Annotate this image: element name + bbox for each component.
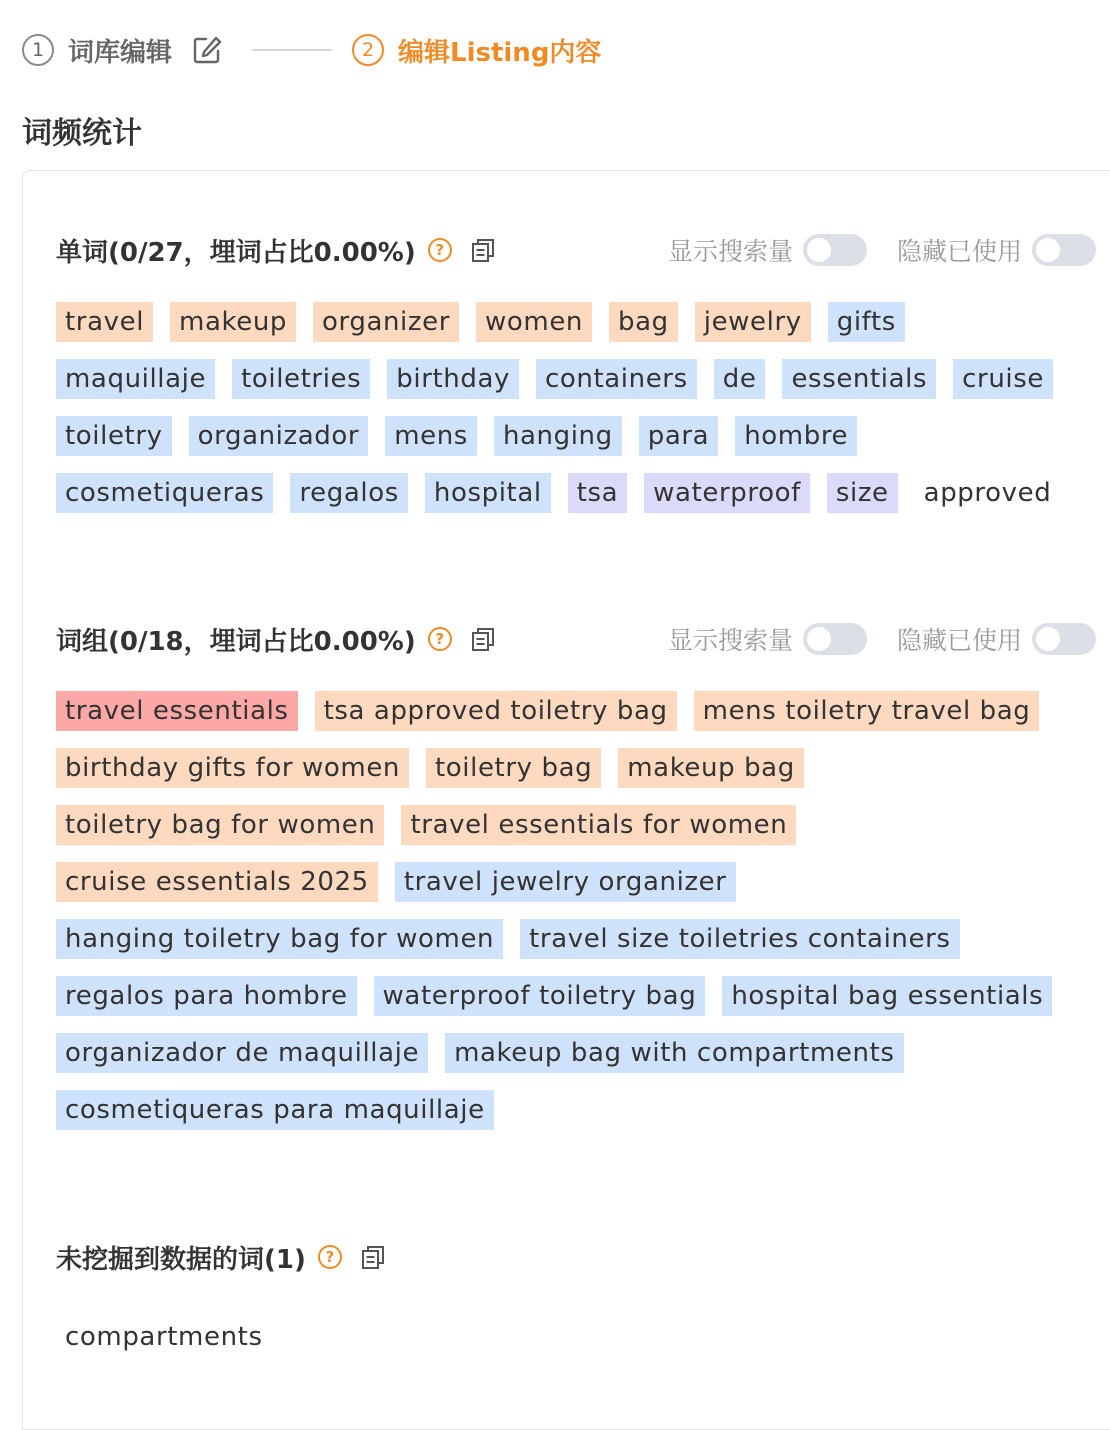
keyword-tag[interactable]: makeup bbox=[170, 302, 296, 342]
keyword-tag[interactable]: cruise bbox=[953, 359, 1053, 399]
keyword-tag[interactable]: approved bbox=[923, 478, 1052, 508]
keyword-tag[interactable]: makeup bag bbox=[618, 748, 804, 788]
phrases-section bbox=[56, 619, 1096, 1147]
show-search-volume-toggle[interactable] bbox=[803, 623, 867, 655]
keyword-tag[interactable]: cruise essentials 2025 bbox=[56, 862, 378, 902]
unmined-tag-list bbox=[56, 1317, 1096, 1374]
keyword-tag[interactable]: maquillaje bbox=[56, 359, 215, 399]
keyword-tag[interactable]: tsa bbox=[568, 473, 627, 513]
keyword-tag[interactable]: waterproof toiletry bag bbox=[374, 976, 706, 1016]
keyword-tag[interactable]: cosmetiqueras para maquillaje bbox=[56, 1090, 494, 1130]
step-connector bbox=[252, 49, 332, 51]
keyword-tag[interactable]: para bbox=[639, 416, 718, 456]
phrases-tag-list bbox=[56, 691, 1096, 1147]
unmined-section bbox=[56, 1237, 1096, 1374]
show-search-volume-label: 显示搜索量 bbox=[667, 237, 793, 266]
unmined-section-title: 未挖掘到数据的词(1) bbox=[56, 1244, 306, 1275]
edit-icon[interactable] bbox=[192, 34, 224, 66]
keyword-tag[interactable]: toiletry bag for women bbox=[56, 805, 384, 845]
hide-used-label: 隐藏已使用 bbox=[896, 237, 1022, 266]
step-2-label[interactable]: 编辑Listing内容 bbox=[398, 37, 602, 68]
keyword-tag[interactable]: gifts bbox=[828, 302, 905, 342]
keyword-tag[interactable]: birthday bbox=[387, 359, 519, 399]
show-search-volume-toggle[interactable] bbox=[803, 234, 867, 266]
help-icon[interactable]: ? bbox=[428, 238, 452, 262]
keyword-tag[interactable]: mens bbox=[385, 416, 477, 456]
keyword-tag[interactable]: hombre bbox=[735, 416, 857, 456]
keyword-tag[interactable]: cosmetiqueras bbox=[56, 473, 273, 513]
hide-used-toggle[interactable] bbox=[1032, 623, 1096, 655]
phrases-section-header bbox=[56, 619, 1096, 659]
keyword-tag[interactable]: toiletry bbox=[56, 416, 172, 456]
keyword-tag[interactable]: travel bbox=[56, 302, 153, 342]
unmined-section-header bbox=[56, 1237, 1096, 1277]
keyword-tag[interactable]: containers bbox=[536, 359, 697, 399]
keyword-tag[interactable]: travel essentials for women bbox=[401, 805, 796, 845]
words-section-title: 单词(0/27，埋词占比0.00%) bbox=[56, 237, 416, 268]
phrases-section-title: 词组(0/18，埋词占比0.00%) bbox=[56, 626, 416, 657]
keyword-tag[interactable]: regalos para hombre bbox=[56, 976, 357, 1016]
keyword-tag[interactable]: size bbox=[827, 473, 898, 513]
keyword-tag[interactable]: hospital bbox=[425, 473, 551, 513]
step-indicator bbox=[22, 30, 601, 70]
copy-icon[interactable] bbox=[470, 236, 498, 264]
phrases-toggles bbox=[668, 621, 1096, 657]
keyword-tag[interactable]: regalos bbox=[290, 473, 407, 513]
keyword-tag[interactable]: women bbox=[476, 302, 592, 342]
hide-used-toggle[interactable] bbox=[1032, 234, 1096, 266]
words-section bbox=[56, 230, 1096, 530]
copy-icon[interactable] bbox=[470, 625, 498, 653]
keyword-tag[interactable]: travel essentials bbox=[56, 691, 298, 731]
keyword-tag[interactable]: mens toiletry travel bag bbox=[694, 691, 1040, 731]
show-search-volume-toggle-group bbox=[668, 232, 867, 268]
keyword-tag[interactable]: essentials bbox=[782, 359, 936, 399]
keyword-tag[interactable]: travel jewelry organizer bbox=[395, 862, 736, 902]
keyword-tag[interactable]: organizador bbox=[189, 416, 369, 456]
hide-used-toggle-group bbox=[897, 232, 1096, 268]
keyword-tag[interactable]: hanging bbox=[494, 416, 622, 456]
keyword-tag[interactable]: bag bbox=[609, 302, 678, 342]
help-icon[interactable]: ? bbox=[318, 1245, 342, 1269]
keyword-tag[interactable]: hospital bag essentials bbox=[722, 976, 1052, 1016]
keyword-tag[interactable]: toiletries bbox=[232, 359, 370, 399]
keyword-tag[interactable]: de bbox=[714, 359, 766, 399]
keyword-tag[interactable]: birthday gifts for women bbox=[56, 748, 409, 788]
keyword-tag[interactable]: toiletry bag bbox=[426, 748, 601, 788]
step-1-label[interactable]: 词库编辑 bbox=[68, 37, 173, 68]
words-tag-list bbox=[56, 302, 1096, 530]
words-section-header bbox=[56, 230, 1096, 270]
step-2[interactable] bbox=[352, 32, 601, 69]
keyword-tag[interactable]: organizer bbox=[313, 302, 459, 342]
words-toggles bbox=[668, 232, 1096, 268]
help-icon[interactable]: ? bbox=[428, 627, 452, 651]
keyword-tag[interactable]: makeup bag with compartments bbox=[445, 1033, 903, 1073]
show-search-volume-toggle-group bbox=[668, 621, 867, 657]
keyword-tag[interactable]: tsa approved toiletry bag bbox=[315, 691, 677, 731]
keyword-tag[interactable]: travel size toiletries containers bbox=[520, 919, 959, 959]
keyword-tag[interactable]: organizador de maquillaje bbox=[56, 1033, 428, 1073]
keyword-tag[interactable]: compartments bbox=[65, 1322, 263, 1352]
keyword-tag[interactable]: hanging toiletry bag for women bbox=[56, 919, 503, 959]
hide-used-toggle-group bbox=[897, 621, 1096, 657]
keyword-tag[interactable]: waterproof bbox=[644, 473, 810, 513]
page-title: 词频统计 bbox=[22, 116, 142, 151]
hide-used-label: 隐藏已使用 bbox=[896, 626, 1022, 655]
step-1-number: 1 bbox=[22, 34, 54, 66]
step-1[interactable] bbox=[22, 32, 224, 69]
copy-icon[interactable] bbox=[360, 1243, 388, 1271]
step-2-number: 2 bbox=[352, 34, 384, 66]
show-search-volume-label: 显示搜索量 bbox=[667, 626, 793, 655]
keyword-tag[interactable]: jewelry bbox=[695, 302, 811, 342]
